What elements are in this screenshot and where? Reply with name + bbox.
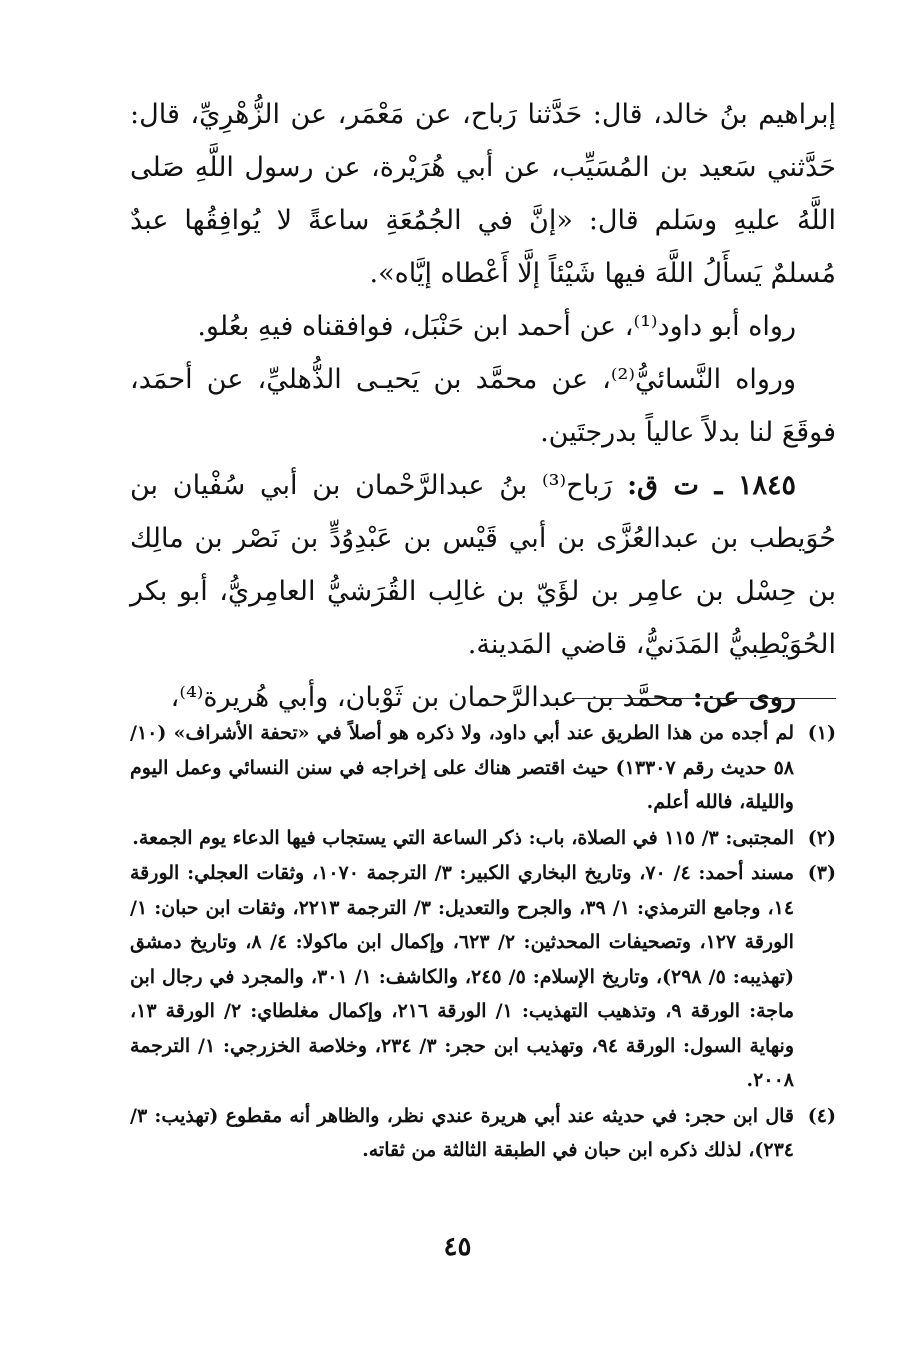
footnote-number: (٤) bbox=[807, 1104, 836, 1127]
paragraph-nasai: ورواه النَّسائيُّ⁽²⁾، عن محمَّد بن يَحيـى الذُّهليِّ، عن أحمَد، فوقَعَ لنا بدلاً عالياً بدرجتَين. bbox=[130, 364, 836, 448]
footnote-number: (٢) bbox=[807, 826, 836, 849]
footnote-divider bbox=[572, 698, 836, 699]
footnote-number: (١) bbox=[807, 722, 836, 744]
page-number: ٤٥ bbox=[443, 1232, 472, 1262]
footnotes bbox=[130, 716, 836, 1169]
entry-number: ١٨٤٥ ـ ت ق: bbox=[627, 470, 796, 501]
narrated-from-label: روى عن: bbox=[692, 682, 796, 713]
main-text bbox=[130, 88, 836, 724]
paragraph-hadith: إبراهيم بنُ خالد، قال: حَدَّثنا رَباح، عن مَعْمَر، عن الزُّهْرِيِّ، قال: حَدَّثني سَعيد بن المُسَيِّب، عن أبي هُرَيْرة، عن رسول اللَّهِ صَلى اللَّهُ عليهِ وسَلم قال: «إنَّ في الجُمُعَةِ ساعةً لا يُوافِقُها عبدٌ مُسلمٌ يَسأَلُ اللَّهَ فيها شَيْئاً إلَّا أَعْطاه إيَّاه». bbox=[130, 99, 836, 289]
footnote-1 bbox=[130, 716, 836, 820]
paragraph-abu-dawud: رواه أبو داود⁽¹⁾، عن أحمد ابن حَنْبَل، فوافقناه فيهِ بعُلو. bbox=[197, 311, 796, 342]
footnote-text: قال ابن حجر: في حديثه عند أبي هريرة عندي نظر، والظاهر أنه مقطوع (تهذيب: ٣/ ٢٣٤)، لذلك ذكره ابن حبان في الطبقة الثالثة من ثقاته. bbox=[130, 1104, 794, 1161]
narrated-from-text: محمَّد بن عبدالرَّحمان بن ثَوْبان، وأبي هُريرة⁽⁴⁾، bbox=[170, 682, 685, 713]
footnote-number: (٣) bbox=[807, 862, 836, 884]
footnote-text: مسند أحمد: ٤/ ٧٠، وتاريخ البخاري الكبير: ٣/ الترجمة ١٠٧٠، وثقات العجلي: الورقة ١٤، وجامع الترمذي: ١/ ٣٩، والجرح والتعديل: ٣/ الترجمة ٢٢١٣، وثقات ابن حبان: ١/ الورقة ١٢٧، وتصحيفات المحدثين: ٢/ ٦٢٣، وإكمال ابن ماكولا: ٤/ ٨، وتاريخ دمشق (تهذيبه: ٥/ ٢٩٨)، وتاريخ الإسلام: ٥/ ٢٤٥، والكاشف: ١/ ٣٠١، والمجرد في رجال ابن ماجة: الورقة ٩، وتذهيب التهذيب: ١/ الورقة ٢١٦، وإكمال مغلطاي: ٢/ الورقة ١٣، ونهاية السول: الورقة ٩٤، وتهذيب ابن حجر: ٣/ ٢٣٤، وخلاصة الخزرجي: ١/ الترجمة ٢٠٠٨. bbox=[130, 862, 795, 1091]
footnote-text: المجتبى: ٣/ ١١٥ في الصلاة، باب: ذكر الساعة التي يستجاب فيها الدعاء يوم الجمعة. bbox=[132, 826, 794, 849]
footnote-2 bbox=[130, 821, 836, 856]
entry-text: رَباح⁽³⁾ بنُ عبدالرَّحْمان بن أبي سُفْيان بن حُوَيطب بن عبدالعُزَّى بن أبي قَيْس بن عَبْدِوُدٍّ بن نَصْر بن مالِك بن حِسْل بن عامِر بن لؤَيّ بن غالِب القُرَشيُّ العامِريُّ، أبو بكر الحُوَيْطِبيُّ المَدَنيُّ، قاضي المَدينة. bbox=[130, 470, 836, 660]
footnote-4 bbox=[130, 1099, 836, 1168]
entry-1845 bbox=[130, 459, 836, 671]
footnote-text: لم أجده من هذا الطريق عند أبي داود، ولا ذكره هو أصلاً في «تحفة الأشراف» (١٠/ ٥٨ حديث رقم ١٣٣٠٧) حيث اقتصر هناك على إخراجه في سنن النسائي وعمل اليوم والليلة، فالله أعلم. bbox=[130, 722, 794, 813]
footnote-3 bbox=[130, 856, 836, 1098]
